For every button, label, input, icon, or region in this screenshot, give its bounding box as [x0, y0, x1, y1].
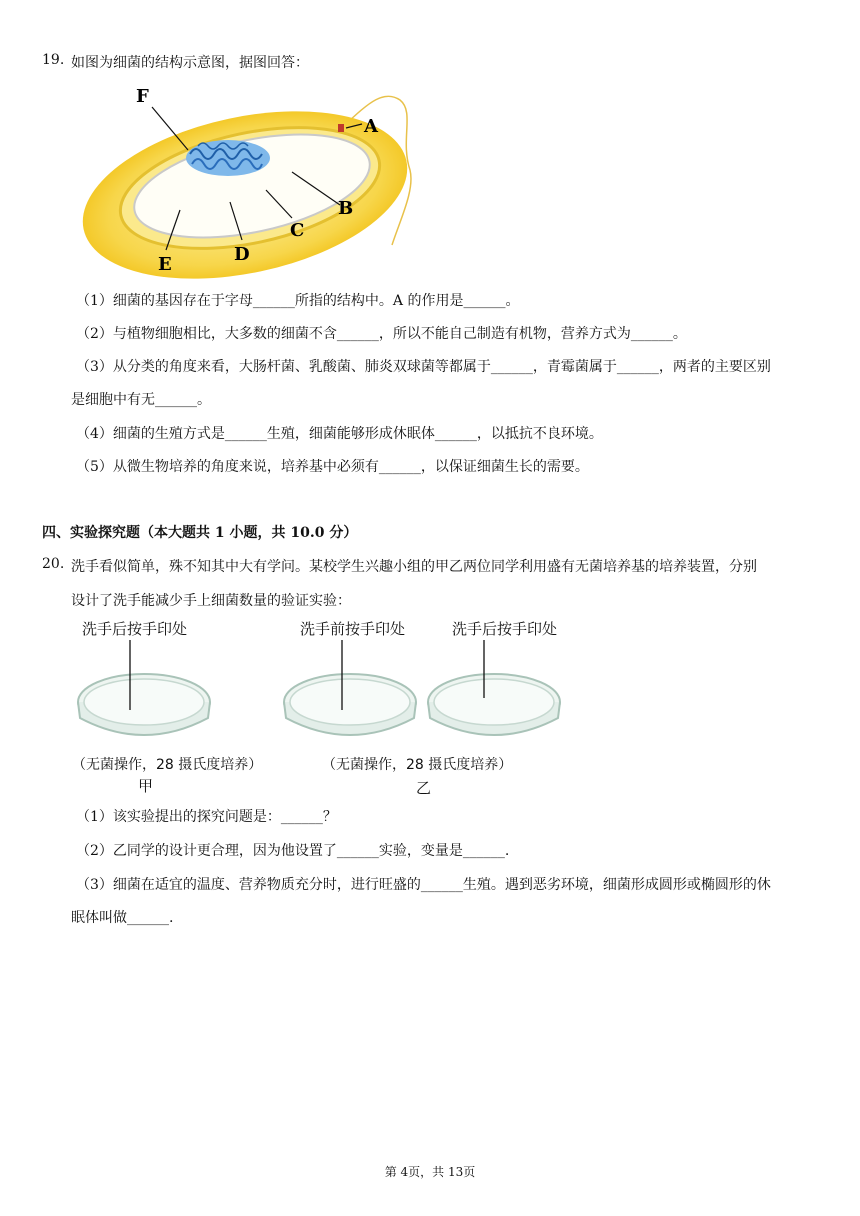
q19-sub5: （5）从微生物培养的角度来说，培养基中必须有______，以保证细菌生长的需要。 [76, 459, 589, 475]
question-20-stem-line2: 设计了洗手能减少手上细菌数量的验证实验： [71, 593, 351, 609]
q20-sub1: （1）该实验提出的探究问题是：______？ [76, 809, 337, 825]
q20-sub3-line2: 眠体叫做______. [71, 910, 174, 926]
section-4-title: 四、实验探究题（本大题共 1 小题，共 10.0 分） [42, 525, 358, 541]
petri-dish-yi-1 [284, 640, 416, 735]
petri-dish-jia [78, 640, 210, 735]
question-19-stem: 如图为细菌的结构示意图，据图回答： [71, 55, 309, 71]
q19-sub2: （2）与植物细胞相比，大多数的细菌不含______，所以不能自己制造有机物，营养方式为______。 [76, 326, 687, 342]
dish-note-left: （无菌操作，28 摄氏度培养） [72, 757, 263, 773]
question-20-number: 20. [42, 556, 65, 572]
flagellum-base [338, 124, 344, 132]
question-20-stem-line1: 洗手看似简单，殊不知其中大有学问。某校学生兴趣小组的甲乙两位同学利用盛有无菌培养基的培养装置，分别 [71, 559, 757, 575]
label-D: D [234, 244, 250, 265]
q19-sub3-line2: 是细胞中有无______。 [71, 392, 211, 408]
q19-sub3-line1: （3）从分类的角度来看，大肠杆菌、乳酸菌、肺炎双球菌等都属于______，青霉菌属于______，两者的主要区别 [76, 359, 771, 375]
dish-note-right: （无菌操作，28 摄氏度培养） [322, 757, 513, 773]
q20-sub3-line1: （3）细菌在适宜的温度、营养物质充分时，进行旺盛的______生殖。遇到恶劣环境，细菌形成圆形或椭圆形的休 [76, 877, 771, 893]
label-C: C [290, 220, 305, 241]
petri-dish-yi-2 [428, 640, 560, 735]
page-footer: 第 4页，共 13页 [384, 1165, 476, 1179]
question-19-number: 19. [42, 52, 65, 68]
label-A: A [364, 116, 378, 137]
group-jia-label: 甲 [138, 777, 154, 795]
dish1-label: 洗手后按手印处 [82, 620, 188, 638]
dish3-label: 洗手后按手印处 [452, 620, 558, 638]
label-B: B [338, 198, 354, 219]
bacterium-diagram [70, 80, 440, 280]
label-E: E [158, 254, 172, 275]
q20-sub2: （2）乙同学的设计更合理，因为他设置了______实验，变量是______. [76, 843, 510, 859]
q19-sub4: （4）细菌的生殖方式是______生殖，细菌能够形成休眠体______，以抵抗不良环境。 [76, 426, 603, 442]
petri-dishes [70, 640, 570, 750]
nucleoid [186, 140, 270, 176]
group-yi-label: 乙 [416, 779, 432, 797]
label-F: F [136, 86, 149, 107]
dish2-label: 洗手前按手印处 [300, 620, 406, 638]
q19-sub1: （1）细菌的基因存在于字母______所指的结构中。A 的作用是______。 [76, 293, 520, 309]
